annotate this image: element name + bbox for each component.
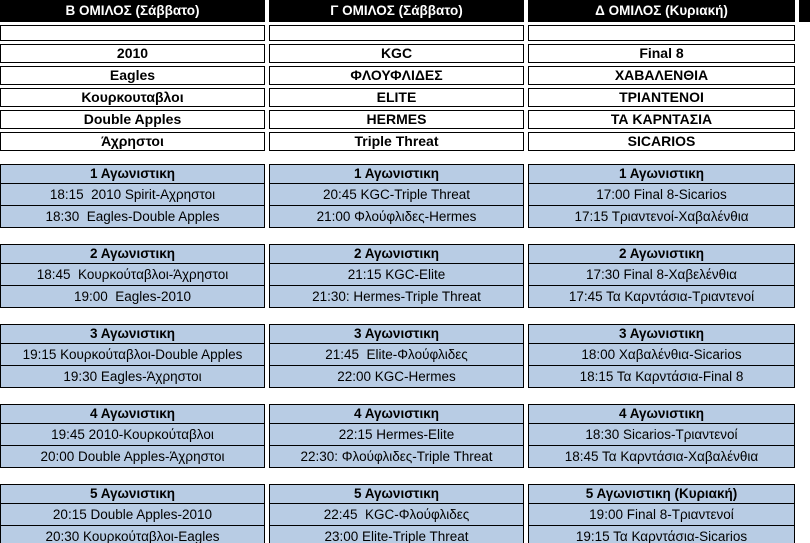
spacer-cell [269,25,524,41]
gap-row [0,154,265,164]
match-cell: 20:45 KGC-Triple Threat [270,183,523,205]
gap-row [269,154,524,164]
match-cell: 19:00 Eagles-2010 [1,285,264,307]
match-cell: 22:00 KGC-Hermes [270,365,523,387]
round-section [269,484,524,543]
match-cell: 18:45 Τα Καρντάσια-Χαβαλένθια [529,445,794,467]
team-cell: KGC [269,44,524,63]
team-cell: ΦΛΟΥΦΛΙΔΕΣ [269,66,524,85]
round-section [528,484,795,543]
round-title: 3 Αγωνιστικη [354,326,439,341]
team-cell: Triple Threat [269,132,524,151]
round-section [528,244,795,308]
round-section [0,404,265,468]
group-title: Γ ΟΜΙΛΟΣ (Σάββατο) [269,0,524,22]
match-cell: 18:45 Κουρκούταβλοι-Άχρηστοι [1,263,264,285]
round-title: 4 Αγωνιστικη [619,406,704,421]
round-section [0,164,265,228]
match-cell: 18:00 Χαβαλένθια-Sicarios [529,343,794,365]
group-header-fragment [799,0,810,22]
spacer-cell [528,25,795,41]
match-cell: 22:15 Hermes-Elite [270,423,523,445]
round-title: 1 Αγωνιστικη [619,166,704,181]
match-cell: 19:15 Τα Καρντάσια-Sicarios [529,525,794,543]
round-title: 3 Αγωνιστικη [90,326,175,341]
round-title: 2 Αγωνιστικη [354,246,439,261]
match-cell: 22:45 KGC-Φλούφλιδες [270,503,523,525]
round-title: 1 Αγωνιστικη [90,166,175,181]
team-cell: Άχρηστοι [0,132,265,151]
round-title: 5 Αγωνιστικη [354,486,439,501]
round-section [269,164,524,228]
match-cell: 19:15 Κουρκούταβλοι-Double Apples [1,343,264,365]
match-cell: 17:15 Τριαντενοί-Χαβαλένθια [529,205,794,227]
round-section [528,164,795,228]
round-title: 5 Αγωνιστικη [90,486,175,501]
round-title: 2 Αγωνιστικη [619,246,704,261]
round-title: 1 Αγωνιστικη [354,166,439,181]
match-cell: 18:15 Τα Καρντάσια-Final 8 [529,365,794,387]
match-cell: 19:00 Final 8-Τριαντενοί [529,503,794,525]
match-cell: 18:15 2010 Spirit-Αχρηστοι [1,183,264,205]
round-section [269,404,524,468]
group-title: Δ ΟΜΙΛΟΣ (Κυριακή) [528,0,795,22]
clipped-column-sliver [799,0,810,543]
match-cell: 18:30 Eagles-Double Apples [1,205,264,227]
match-cell: 17:30 Final 8-Χαβελένθια [529,263,794,285]
match-cell: 18:30 Sicarios-Τριαντενοί [529,423,794,445]
team-cell: 2010 [0,44,265,63]
round-section [0,244,265,308]
match-cell: 17:00 Final 8-Sicarios [529,183,794,205]
match-cell: 20:15 Double Apples-2010 [1,503,264,525]
group-title: Β ΟΜΙΛΟΣ (Σάββατο) [0,0,265,22]
team-cell: Eagles [0,66,265,85]
round-section [269,324,524,388]
group-column-g [269,0,524,543]
match-cell: 20:30 Κουρκούταβλοι-Eagles [1,525,264,543]
round-section [528,324,795,388]
round-title: 4 Αγωνιστικη [90,406,175,421]
team-cell: ΤΡΙΑΝΤΕΝΟΙ [528,88,795,107]
match-cell: 23:00 Elite-Triple Threat [270,525,523,543]
team-cell: ΤΑ ΚΑΡΝΤΑΣΙΑ [528,110,795,129]
spacer-cell [0,25,265,41]
team-cell: Final 8 [528,44,795,63]
team-cell: Κουρκουταβλοι [0,88,265,107]
team-cell: Double Apples [0,110,265,129]
gap-row [528,154,795,164]
round-section [0,484,265,543]
round-section [0,324,265,388]
match-cell: 17:45 Τα Καρντάσια-Τριαντενοί [529,285,794,307]
match-cell: 20:00 Double Apples-Άχρηστοι [1,445,264,467]
round-section [269,244,524,308]
team-cell: SICARIOS [528,132,795,151]
match-cell: 19:30 Eagles-Άχρηστοι [1,365,264,387]
match-cell: 21:45 Elite-Φλούφλιδες [270,343,523,365]
round-title: 4 Αγωνιστικη [354,406,439,421]
match-cell: 22:30: Φλούφλιδες-Triple Threat [270,445,523,467]
round-title: 3 Αγωνιστικη [619,326,704,341]
round-section [528,404,795,468]
team-cell: ELITE [269,88,524,107]
team-cell: HERMES [269,110,524,129]
group-column-b [0,0,265,543]
team-cell: ΧΑΒΑΛΕΝΘΙΑ [528,66,795,85]
round-title: 5 Αγωνιστικη (Κυριακή) [585,486,738,501]
match-cell: 21:00 Φλούφλιδες-Hermes [270,205,523,227]
round-title: 2 Αγωνιστικη [90,246,175,261]
match-cell: 21:15 KGC-Elite [270,263,523,285]
match-cell: 19:45 2010-Κουρκούταβλοι [1,423,264,445]
match-cell: 21:30: Hermes-Triple Threat [270,285,523,307]
group-column-d [528,0,795,543]
